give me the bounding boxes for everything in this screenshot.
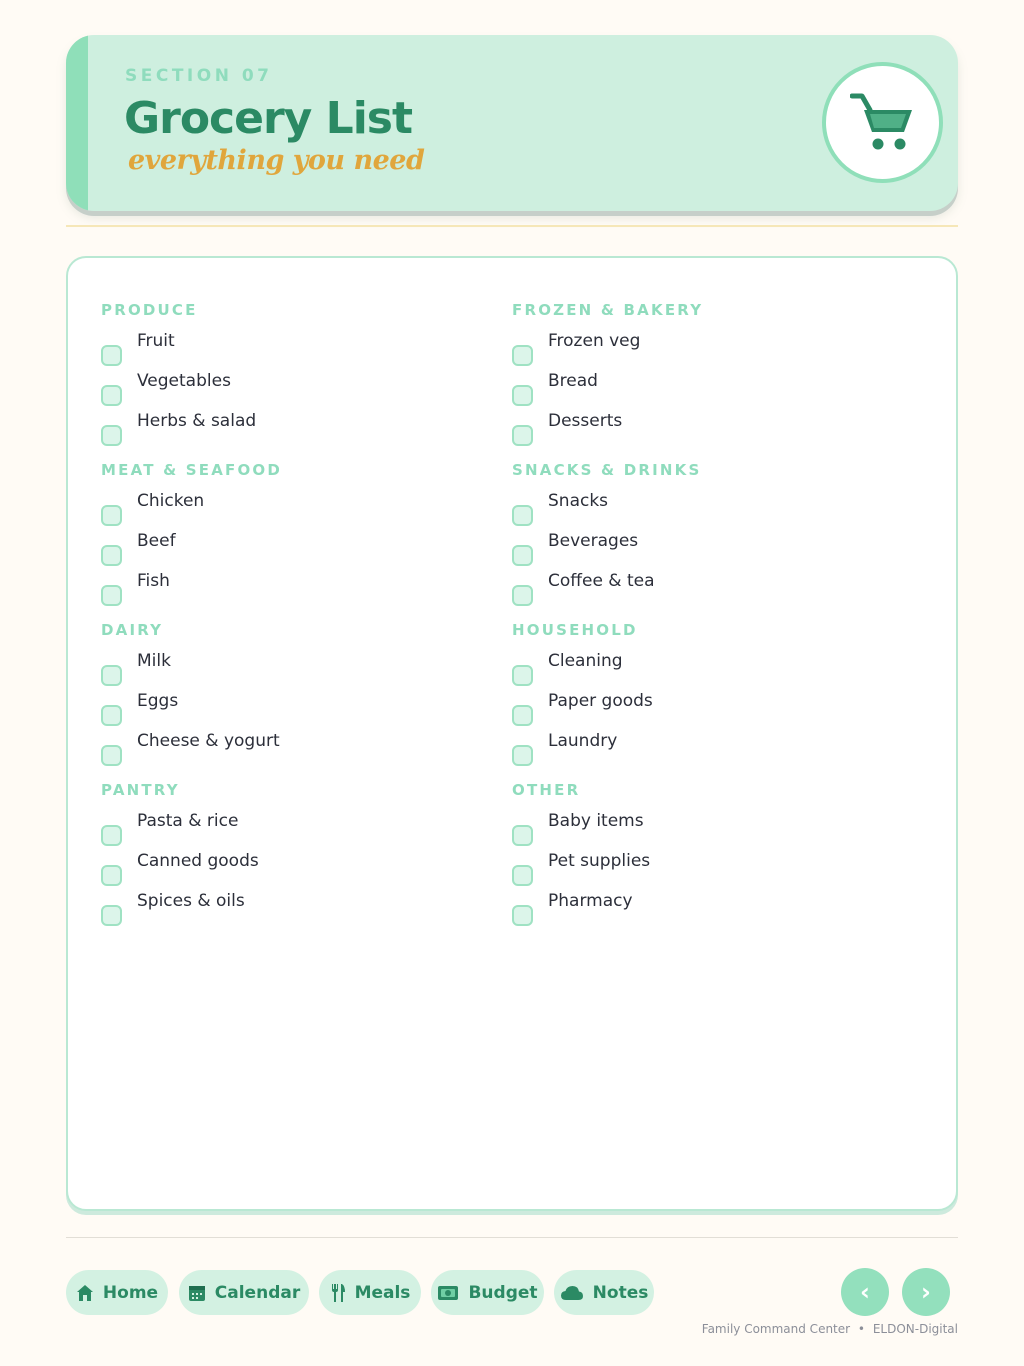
list-item: [512, 641, 892, 681]
list-item: [101, 521, 481, 561]
checkbox[interactable]: [512, 905, 533, 926]
item-label: Baby items: [548, 811, 644, 831]
item-label: Coffee & tea: [548, 571, 655, 591]
item-label: Fruit: [137, 331, 175, 351]
list-item: [512, 801, 892, 841]
calendar-icon: [188, 1284, 206, 1302]
checkbox[interactable]: [101, 585, 122, 606]
category-title: FROZEN & BAKERY: [512, 301, 704, 319]
category-meat-seafood: [101, 459, 481, 601]
list-item: [101, 321, 481, 361]
list-item: [512, 681, 892, 721]
nav-notes-label: Notes: [592, 1282, 649, 1303]
category-title: HOUSEHOLD: [512, 621, 638, 639]
list-item: [101, 561, 481, 601]
list-item: [101, 841, 481, 881]
home-icon: [76, 1284, 94, 1302]
checkbox[interactable]: [101, 745, 122, 766]
item-label: Milk: [137, 651, 171, 671]
item-label: Beverages: [548, 531, 639, 551]
chevron-right-icon: ›: [921, 1278, 931, 1306]
nav-meals-button[interactable]: [319, 1270, 421, 1315]
header-divider: [66, 225, 958, 227]
page-subtitle: everything you need: [128, 145, 425, 176]
section-label: SECTION 07: [125, 66, 273, 86]
nav-calendar-label: Calendar: [214, 1282, 301, 1303]
checkbox[interactable]: [512, 585, 533, 606]
category-title: SNACKS & DRINKS: [512, 461, 702, 479]
item-label: Bread: [548, 371, 598, 391]
item-label: Beef: [137, 531, 176, 551]
item-label: Pet supplies: [548, 851, 651, 871]
list-item: [101, 721, 481, 761]
category-produce: [101, 299, 481, 441]
list-item: [101, 681, 481, 721]
utensils-icon: [330, 1283, 346, 1303]
brand-name: ELDON-Digital: [872, 1322, 958, 1336]
cloud-icon: [560, 1285, 584, 1301]
item-label: Desserts: [548, 411, 623, 431]
grocery-card: [66, 256, 958, 1211]
list-item: [101, 881, 481, 921]
item-label: Snacks: [548, 491, 609, 511]
item-label: Pharmacy: [548, 891, 633, 911]
list-item: [101, 401, 481, 441]
list-item: [512, 361, 892, 401]
category-snacks-drinks: [512, 459, 892, 601]
category-dairy: [101, 619, 481, 761]
list-item: [101, 801, 481, 841]
nav-meals-label: Meals: [354, 1282, 411, 1303]
checkbox[interactable]: [512, 745, 533, 766]
nav-home-label: Home: [102, 1282, 159, 1303]
checkbox[interactable]: [512, 425, 533, 446]
list-item: [512, 321, 892, 361]
item-label: Vegetables: [137, 371, 231, 391]
nav-budget-button[interactable]: [431, 1270, 544, 1315]
checkbox[interactable]: [101, 425, 122, 446]
nav-home-button[interactable]: [66, 1270, 168, 1315]
nav-budget-label: Budget: [468, 1282, 538, 1303]
category-title: PRODUCE: [101, 301, 198, 319]
nav-calendar-button[interactable]: [179, 1270, 309, 1315]
item-label: Laundry: [548, 731, 618, 751]
category-title: DAIRY: [101, 621, 164, 639]
shopping-cart-icon: [850, 92, 916, 154]
category-other: [512, 779, 892, 921]
item-label: Pasta & rice: [137, 811, 239, 831]
item-label: Frozen veg: [548, 331, 641, 351]
category-title: PANTRY: [101, 781, 180, 799]
page-title: Grocery List: [124, 93, 413, 144]
list-item: [512, 521, 892, 561]
list-item: [512, 721, 892, 761]
list-item: [512, 561, 892, 601]
item-label: Herbs & salad: [137, 411, 257, 431]
header-accent-bar: [66, 35, 88, 211]
app-name: Family Command Center: [701, 1322, 851, 1336]
category-pantry: [101, 779, 481, 921]
item-label: Chicken: [137, 491, 205, 511]
item-label: Cheese & yogurt: [137, 731, 280, 751]
item-label: Eggs: [137, 691, 179, 711]
item-label: Fish: [137, 571, 170, 591]
category-household: [512, 619, 892, 761]
item-label: Spices & oils: [137, 891, 245, 911]
category-title: MEAT & SEAFOOD: [101, 461, 283, 479]
list-item: [512, 481, 892, 521]
list-item: [512, 401, 892, 441]
credit-separator: •: [857, 1322, 865, 1336]
footer-divider: [66, 1237, 958, 1238]
list-item: [512, 841, 892, 881]
next-page-button[interactable]: [902, 1268, 950, 1316]
list-item: [101, 361, 481, 401]
nav-notes-button[interactable]: [554, 1270, 654, 1315]
money-icon: [437, 1285, 459, 1301]
category-frozen-bakery: [512, 299, 892, 441]
checkbox[interactable]: [101, 905, 122, 926]
list-item: [101, 481, 481, 521]
item-label: Cleaning: [548, 651, 623, 671]
list-item: [101, 641, 481, 681]
category-title: OTHER: [512, 781, 581, 799]
footer-credit: [702, 1322, 958, 1336]
header-banner: [66, 35, 958, 211]
chevron-left-icon: ‹: [860, 1278, 870, 1306]
cart-badge: [822, 62, 943, 183]
list-item: [512, 881, 892, 921]
item-label: Paper goods: [548, 691, 653, 711]
prev-page-button[interactable]: [841, 1268, 889, 1316]
item-label: Canned goods: [137, 851, 259, 871]
